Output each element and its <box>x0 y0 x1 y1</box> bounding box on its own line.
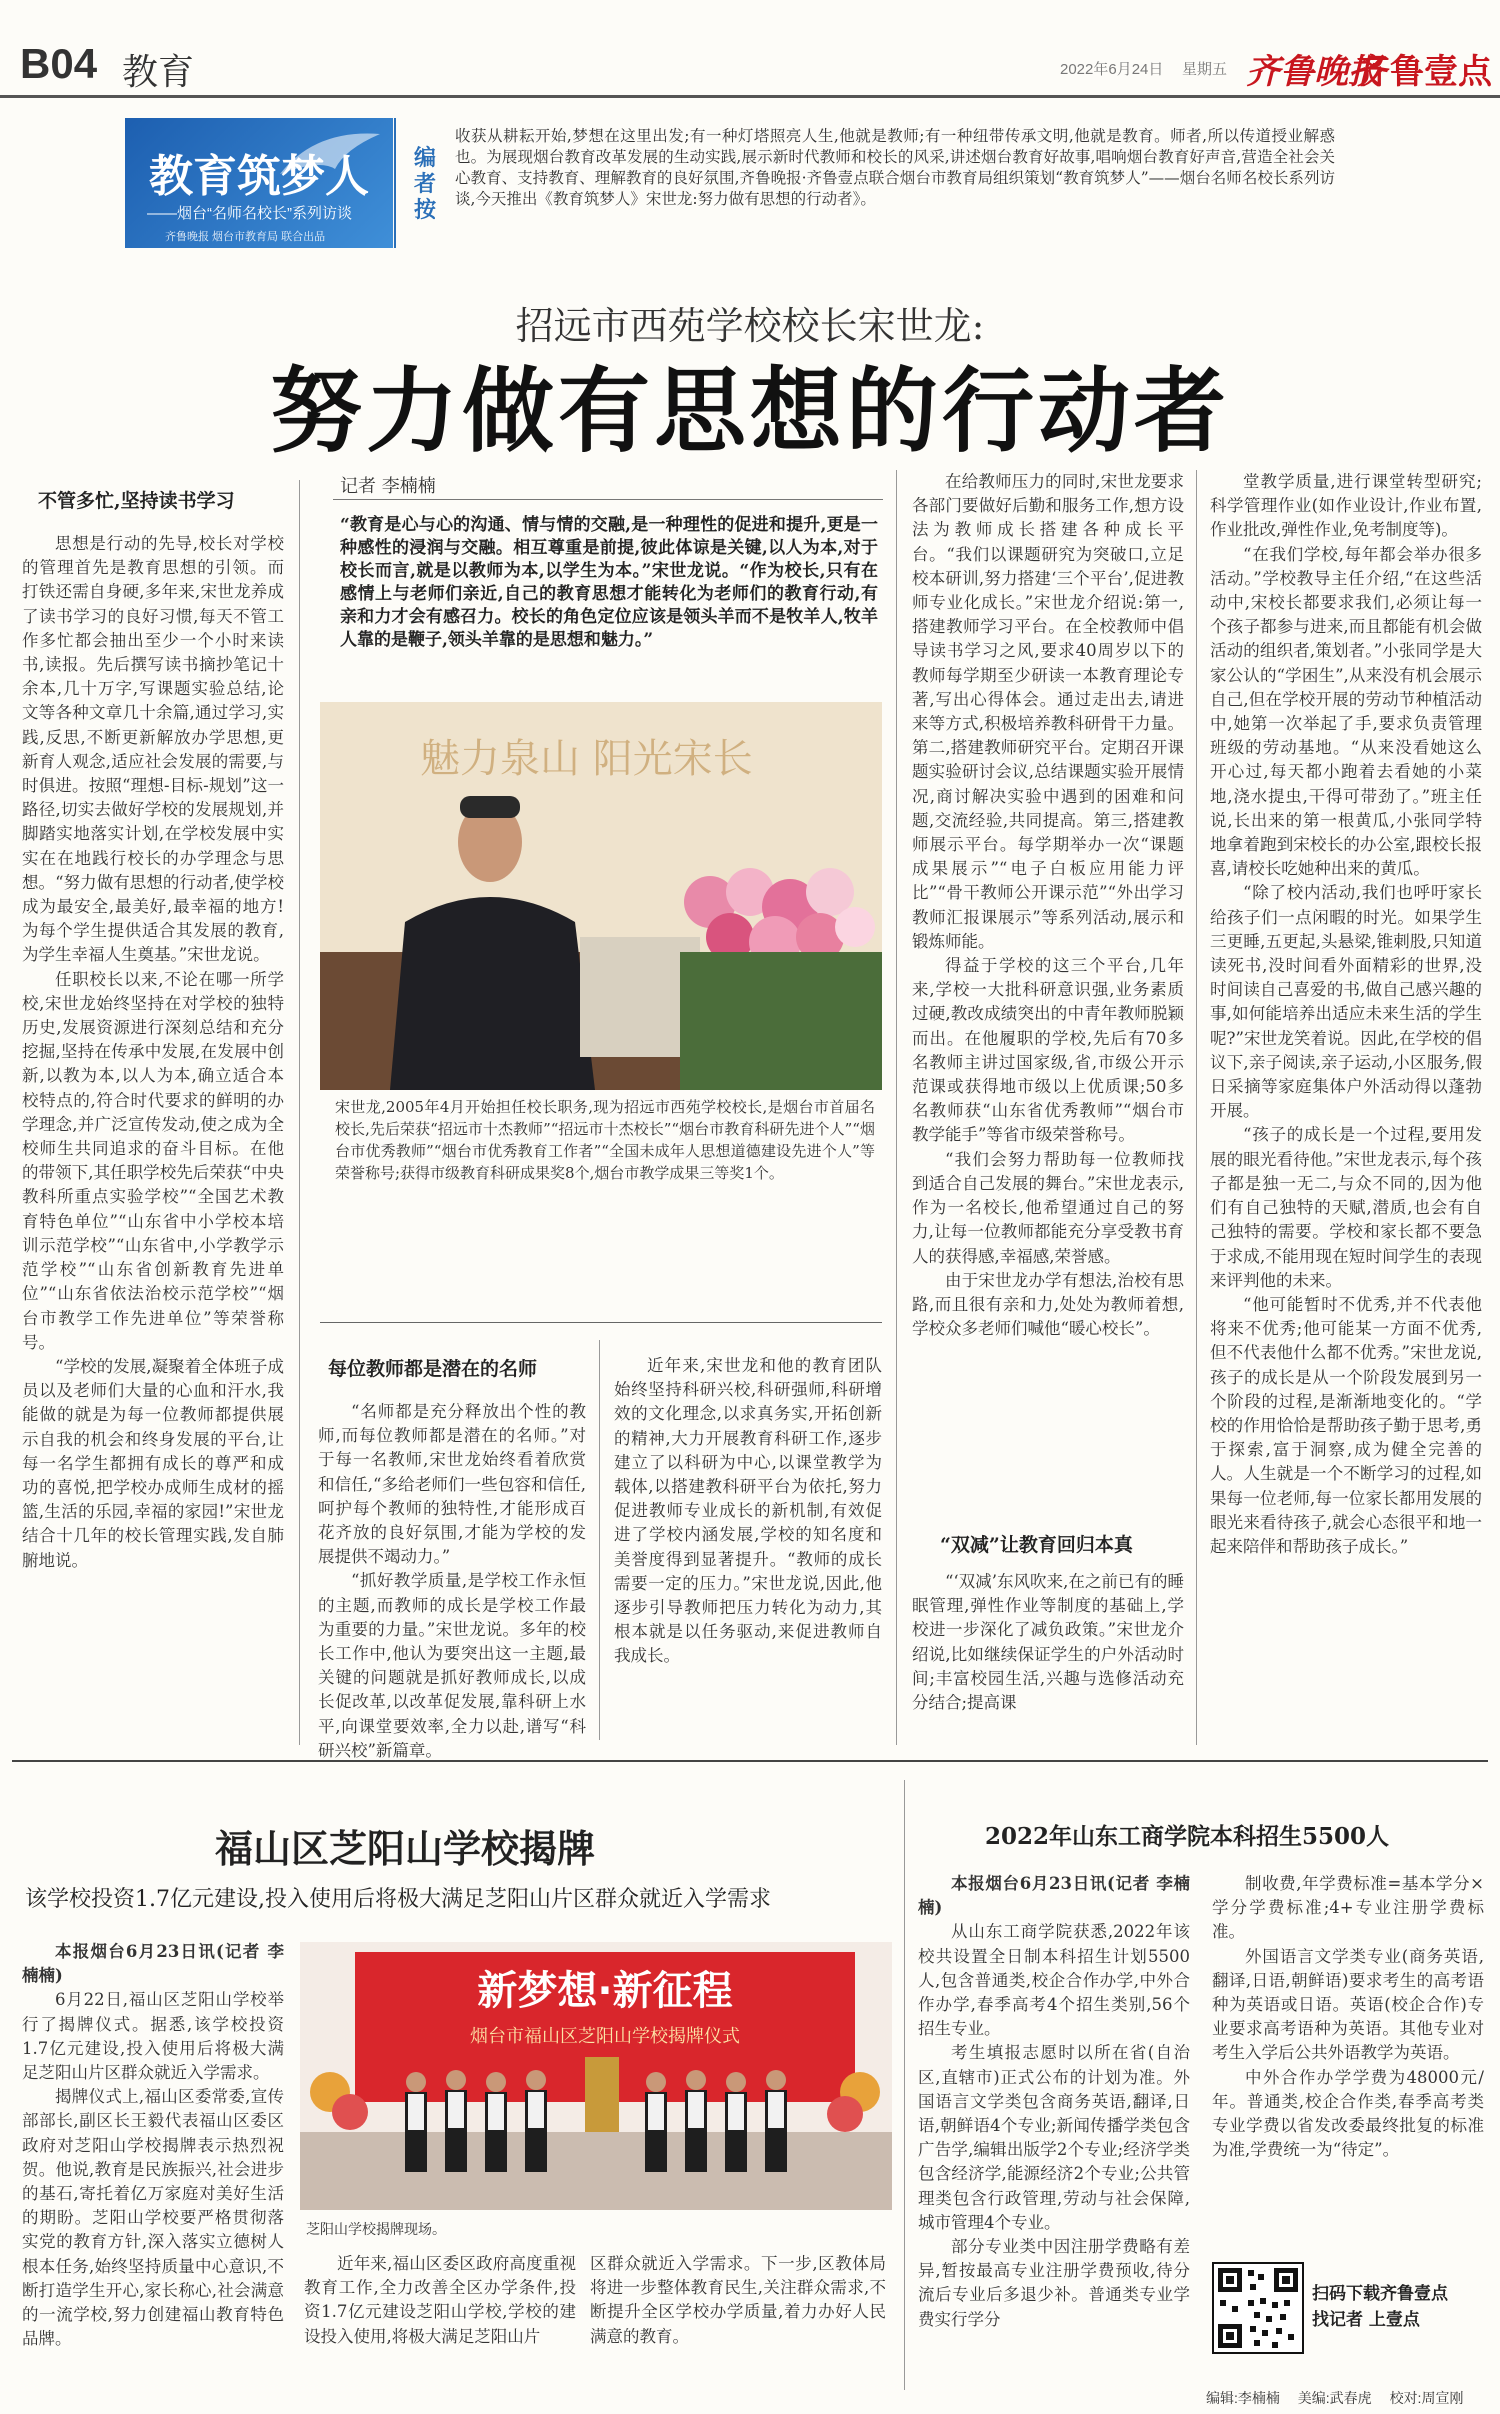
paragraph: 部分专业类中因注册学费略有差异,暂按最高专业注册学费预收,待分流后专业后多退少补。普通类专业学费实行学分 <box>918 2237 1190 2329</box>
series-banner <box>125 118 393 248</box>
qr-caption-line2: 找记者 上壹点 <box>1312 2310 1420 2330</box>
banner-subtitle: ——烟台“名师名校长”系列访谈 <box>147 205 352 222</box>
photo-backdrop-text: 魅力泉山 阳光宋长 <box>420 736 753 782</box>
qr-caption-line1: 扫码下载齐鲁壹点 <box>1312 2284 1448 2304</box>
brand-logo-qilu-yidian: 齐鲁壹点 <box>1356 52 1492 92</box>
paragraph: 堂教学质量,进行课堂转型研究;科学管理作业(如作业设计,作业布置,作业批改,弹性作业,免考制度等)。 <box>1210 472 1482 540</box>
byline: 记者 李楠楠 <box>340 476 436 497</box>
photo-caption: 宋世龙,2005年4月开始担任校长职务,现为招远市西苑学校校长,是烟台市首届名校长,先后荣获“招远市十杰教师”“招远市十杰校长”“烟台市教育科研先进个人”“烟台市优秀教师”“烟台市优秀教育工作者”“全国未成年人思想道德建设先进个人”等荣誉称号;获得市级教育科研成果奖8个,烟台市教学成果三等奖1个。 <box>335 1098 875 1182</box>
paragraph: 任职校长以来,不论在哪一所学校,宋世龙始终坚持在对学校的独特历史,发展资源进行深刻总结和充分挖掘,坚持在传承中发展,在发展中创新,以教为本,以人为本,确立适合本校特点的,符合时代要求的鲜明的办学理念,并广泛宣传发动,使之成为全校师生共同追求的奋斗目标。在他的带领下,其任职学校先后荣获“中央教科所重点实验学校”“全国艺术教育特色单位”“山东省中小学校本培训示范学校”“山东省中,小学教学示范学校”“山东省创新教育先进单位”“山东省依法治校示范学校”“烟台市教学工作先进单位”等荣誉称号。 <box>22 969 284 1352</box>
editor-note-label: 编者按 <box>414 145 437 223</box>
credit-editor: 编辑:李楠楠 <box>1206 2390 1280 2406</box>
section-rule <box>12 1760 1488 1762</box>
banner-partners: 齐鲁晚报 烟台市教育局 联合出品 <box>165 231 326 243</box>
column-divider <box>299 480 300 1745</box>
main-kicker: 招远市西苑学校校长宋世龙: <box>515 304 985 348</box>
paragraph: 思想是行动的先导,校长对学校的管理首先是教育思想的引领。而打铁还需自身硬,多年来,宋世龙养成了读书学习的良好习惯,每天不管工作多忙都会抽出至少一个小时来读书,读报。先后撰写读书摘抄笔记十余本,几十万字,写课题实验总结,论文等各种文章几十余篇,通过学习,实践,反思,不断更新解放办学思想,更新育人观念,适应社会发展的需要,与时俱进。按照“理想-目标-规划”这一路径,切实去做好学校的发展规划,并脚踏实地落实计划,在学校发展中实实在在地践行校长的办学理念与思想。“努力做有思想的行动者,使学校成为最安全,最美好,最幸福的地方!为每个学生提供适合其发展的教育,为学生幸福人生奠基。”宋世龙说。 <box>22 534 284 965</box>
paragraph: 近年来,宋世龙和他的教育团队始终坚持科研兴校,科研强师,科研增效的文化理念,以求真务实,开拓创新的精神,大力开展教育科研工作,逐步建立了以科研为中心,以课堂教学为载体,以搭建教科研平台为依托,努力促进教师专业成长的新机制,有效促进了学校内涵发展,学校的知名度和美誉度得到显著提升。“教师的成长需要一定的压力。”宋世龙说,因此,他逐步引导教师把压力转化为动力,其根本就是以任务驱动,来促进教师自我成长。 <box>614 1356 882 1666</box>
column-divider <box>1196 470 1197 1745</box>
credit-proofreader: 校对:周宣刚 <box>1389 2390 1464 2406</box>
main-col-3b <box>912 1570 1184 1740</box>
brand-logo-qilu-evening: 齐鲁晚报 <box>1246 52 1382 92</box>
paragraph: 由于宋世龙办学有想法,治校有思路,而且很有亲和力,处处为教师着想,学校众多老师们喊他“暖心校长”。 <box>912 1270 1184 1339</box>
paragraph: “名师都是充分释放出个性的教师,而每位教师都是潜在的名师。”对于每一名教师,宋世龙始终看着欣赏和信任,“多给老师们一些包容和信任,呵护每个教师的独特性,才能形成百花齐放的良好氛围,才能为学校的发展提供不竭动力。” <box>318 1402 586 1567</box>
paragraph: 考生填报志愿时以所在省(自治区,直辖市)正式公布的计划为准。外国语言文学类包含商务英语,翻译,日语,朝鲜语4个专业;新闻传播学类包含广告学,编辑出版学2个专业;经济学类包含经济学,能源经济2个专业;公共管理类包含行政管理,劳动与社会保障,城市管理4个专业。 <box>918 2043 1190 2232</box>
story2-col-1 <box>22 1940 284 2380</box>
story2-col-3 <box>590 2252 886 2400</box>
main-col-2a <box>318 1400 586 1760</box>
paragraph: 6月22日,福山区芝阳山学校举行了揭牌仪式。据悉,该学校投资1.7亿元建设,投入使用后将极大满足芝阳山片区群众就近入学需求。 <box>22 1990 284 2083</box>
column-divider <box>599 1340 600 1740</box>
subhead-teachers: 每位教师都是潜在的名师 <box>328 1358 538 1380</box>
main-col-4 <box>1210 470 1482 1740</box>
paragraph: 制收费,年学费标准=基本学分×学分学费标准;4+专业注册学费标准。 <box>1212 1874 1484 1942</box>
subhead-reading: 不管多忙,坚持读书学习 <box>38 490 235 512</box>
paragraph: “学校的发展,凝聚着全体班子成员以及老师们大量的心血和汗水,我能做的就是为每一位教师都提供展示自我的机会和终身发展的平台,让每一名学生都拥有成长的尊严和成功的喜悦,把学校办成师生成材的摇篮,生活的乐园,幸福的家园!”宋世龙结合十几年的校长管理实践,发自肺腑地说。 <box>22 1356 284 1570</box>
unveiling-photo-illustration <box>300 1942 892 2210</box>
paragraph: “除了校内活动,我们也呼吁家长给孩子们一点闲暇的时光。如果学生三更睡,五更起,头悬梁,锥刺股,只知道读死书,没时间看外面精彩的世界,没时间读自己喜爱的书,做自己感兴趣的事,如何能培养出适应未来生活的学生呢?”宋世龙笑着说。因此,在学校的倡议下,亲子阅读,亲子运动,小区服务,假日采摘等家庭集体户外活动得以蓬勃开展。 <box>1210 883 1482 1121</box>
story2-col-2 <box>304 2252 576 2400</box>
page-credits <box>1206 2388 1477 2408</box>
story2-caption: 芝阳山学校揭牌现场。 <box>306 2222 446 2238</box>
paragraph: 揭牌仪式上,福山区委常委,宣传部部长,副区长王毅代表福山区委区政府对芝阳山学校揭牌表示热烈祝贺。他说,教育是民族振兴,社会进步的基石,寄托着亿万家庭对美好生活的期盼。芝阳山学校要严格贯彻落实党的教育方针,深入落实立德树人根本任务,始终坚持质量中心意识,不断打造学生开心,家长称心,社会满意的一流学校,努力创建福山教育特色品牌。 <box>22 2087 284 2349</box>
story2-title: 福山区芝阳山学校揭牌 <box>215 1826 596 1871</box>
paragraph: 区群众就近入学需求。下一步,区教体局将进一步整体教育民生,关注群众需求,不断提升全区学校办学质量,着力办好人民满意的教育。 <box>590 2254 886 2346</box>
story3-title: 2022年山东工商学院本科招生5500人 <box>985 1823 1390 1850</box>
paragraph: “抓好教学质量,是学校工作永恒的主题,而教师的成长是学校工作最为重要的力量。”宋世龙说。多年的校长工作中,他认为要突出这一主题,最关键的问题就是抓好教师成长,以成长促改革,以改革促发展,靠科研上水平,向课堂要效率,全力以赴,谱写“科研兴校”新篇章。 <box>318 1571 586 1760</box>
paragraph: 在给教师压力的同时,宋世龙要求各部门要做好后勤和服务工作,想方设法为教师成长搭建各种成长平台。“我们以课题研究为突破口,立足校本研训,努力搭建‘三个平台’,促进教师专业化成长。”宋世龙介绍说:第一,搭建教师学习平台。在全校教师中倡导读书学习之风,要求40周岁以下的教师每学期至少研读一本教育理论专著,写出心得体会。通过走出去,请进来等方式,积极培养教科研骨干力量。第二,搭建教师研究平台。定期召开课题实验研讨会议,总结课题实验开展情况,商讨解决实验中遇到的困难和问题,交流经验,共同提高。第三,搭建教师展示平台。每学期举办一次“课题成果展示”“电子白板应用能力评比”“骨干教师公开课示范”“外出学习教师汇报课展示”等系列活动,展示和锻炼师能。 <box>912 472 1184 951</box>
page-code: B04 <box>20 40 98 87</box>
main-col-1 <box>22 532 284 1742</box>
pull-quote: “教育是心与心的沟通、情与情的交融,是一种理性的促进和提升,更是一种感性的浸润与交融。相互尊重是前提,彼此体谅是关键,以人为本,对于校长而言,就是以教师为本,以学生为本。”宋世龙说。“作为校长,只有在感情上与老师们亲近,自己的教育思想才能转化为老师们的教育行动,有亲和力才会有感召力。校长的角色定位应该是领头羊而不是牧羊人,牧羊人靠的是鞭子,领头羊靠的是思想和魅力。” <box>340 515 878 650</box>
section-name: 教育 <box>122 51 195 92</box>
subhead-double-reduction: “双减”让教育回归本真 <box>940 1534 1133 1556</box>
story2-dateline: 本报烟台6月23日讯(记者 李楠楠) <box>22 1942 284 1986</box>
paragraph: “我们会努力帮助每一位教师找到适合自己发展的舞台。”宋世龙表示,作为一名校长,他希望通过自己的努力,让每一位教师都能充分享受教书育人的获得感,幸福感,荣誉感。 <box>912 1149 1184 1266</box>
editor-note-text: 收获从耕耘开始,梦想在这里出发;有一种灯塔照亮人生,他就是教师;有一种纽带传承文明,他就是教育。师者,所以传道授业解惑也。为展现烟台教育改革发展的生动实践,展示新时代教师和校长的风采,讲述烟台教育好故事,唱响烟台教育好声音,营造全社会关心教育、支持教育、理解教育的良好氛围,齐鲁晚报·齐鲁壹点联合烟台市教育局组织策划“教育筑梦人”——烟台名师名校长系列访谈,今天推出《教育筑梦人》宋世龙:努力做有思想的行动者》。 <box>455 127 1335 208</box>
paragraph: 外国语言文学类专业(商务英语,翻译,日语,朝鲜语)要求考生的高考语种为英语或日语。英语(校企合作)专业要求高考语种为英语。其他专业对考生入学后公共外语教学为英语。 <box>1212 1946 1484 2063</box>
paragraph: 中外合作办学学费为48000元/年。普通类,校企合作类,春季高考类专业学费以省发改委最终批复的标准为准,学费统一为“待定”。 <box>1212 2067 1484 2160</box>
story3-col-2 <box>1212 1872 1484 2242</box>
story3-dateline: 本报烟台6月23日讯(记者 李楠楠) <box>918 1874 1190 1918</box>
paragraph: 得益于学校的这三个平台,几年来,学校一大批科研意识强,业务素质过硬,教改成绩突出的中青年教师脱颖而出。在他履职的学校,先后有70多名教师主讲过国家级,省,市级公开示范课或获得地市级以上优质课;50多名教师获“山东省优秀教师”“烟台市教学能手”等省市级荣誉称号。 <box>912 956 1184 1145</box>
editor-note-rule <box>394 118 396 248</box>
caption-rule <box>320 1322 882 1323</box>
credit-designer: 美编:武春虎 <box>1297 2390 1372 2406</box>
photo-banner-slogan: 新梦想·新征程 <box>477 1968 733 2014</box>
column-divider <box>896 470 897 1745</box>
unveiling-photo <box>300 1942 892 2210</box>
paragraph: “在我们学校,每年都会举办很多活动。”学校教导主任介绍,“在这些活动中,宋校长都要求我们,必须让每一个孩子都参与进来,而且都能有机会做活动的组织者,策划者。”小张同学是大家公认的“学困生”,从来没有机会展示自己,但在学校开展的劳动节种植活动中,她第一次举起了手,要求负责管理班级的劳动基地。“从来没看她这么开心过,每天都小跑着去看她的小菜地,浇水提虫,干得可带劲了。”班主任说,长出来的第一根黄瓜,小张同学特地拿着跑到宋校长的办公室,跟校长报喜,请校长吃她种出来的黄瓜。 <box>1210 544 1482 879</box>
main-col-3 <box>912 470 1184 1380</box>
byline-rule <box>333 499 883 500</box>
photo-banner-caption: 烟台市福山区芝阳山学校揭牌仪式 <box>470 2026 740 2047</box>
issue-date: 2022年6月24日 <box>1060 61 1164 78</box>
paragraph: “‘双减’东风吹来,在之前已有的睡眠管理,弹性作业等制度的基础上,学校进一步深化了减负政策。”宋世龙介绍说,比如继续保证学生的户外活动时间;丰富校园生活,兴趣与选修活动充分结合;提高课 <box>912 1572 1184 1713</box>
story2-subtitle: 该学校投资1.7亿元建设,投入使用后将极大满足芝阳山片区群众就近入学需求 <box>25 1887 771 1912</box>
main-col-2b <box>614 1354 882 1740</box>
paragraph: 近年来,福山区委区政府高度重视教育工作,全力改善全区办学条件,投资1.7亿元建设芝阳山学校,学校的建设投入使用,将极大满足芝阳山片 <box>304 2254 576 2346</box>
paragraph: “他可能暂时不优秀,并不代表他将来不优秀;他可能某一方面不优秀,但不代表他什么都不优秀。”宋世龙说,孩子的成长是从一个阶段发展到另一个阶段的过程,是渐渐地变化的。“学校的作用恰恰是帮助孩子勤于思考,勇于探索,富于洞察,成为健全完善的人。人生就是一个不断学习的过程,如果每一位老师,每一位家长都用发展的眼光来看待孩子,就会心态很平和地一起来陪伴和帮助孩子成长。” <box>1210 1294 1482 1556</box>
principal-photo-illustration <box>320 702 882 1090</box>
column-divider <box>904 1780 905 2390</box>
paragraph: “孩子的成长是一个过程,要用发展的眼光看待他。”宋世龙表示,每个孩子都是独一无二,与众不同的,因为他们有自己独特的天赋,潜质,也会有自己独特的需要。学校和家长都不要急于求成,不能用现在短时间学生的表现来评判他的未来。 <box>1210 1125 1482 1290</box>
qr-code[interactable] <box>1212 2262 1304 2354</box>
header-rule <box>0 95 1500 98</box>
paragraph: 从山东工商学院获悉,2022年该校共设置全日制本科招生计划5500人,包含普通类,校企合作办学,中外合作办学,春季高考4个招生类别,56个招生专业。 <box>918 1922 1190 2039</box>
qr-code-icon <box>1214 2264 1302 2352</box>
story3-col-1 <box>918 1872 1190 2388</box>
main-headline: 努力做有思想的行动者 <box>269 357 1230 465</box>
principal-photo <box>320 702 882 1090</box>
issue-weekday: 星期五 <box>1182 61 1228 78</box>
banner-title: 教育筑梦人 <box>149 152 369 201</box>
